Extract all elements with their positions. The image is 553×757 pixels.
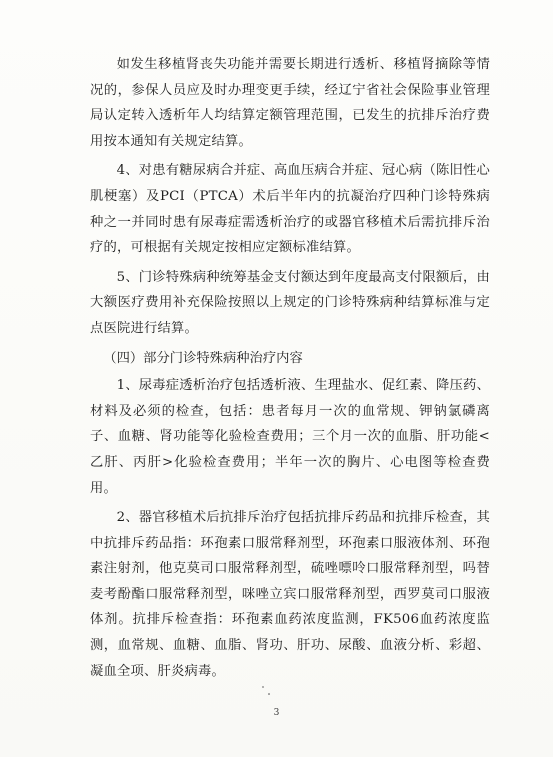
document-body <box>90 52 490 688</box>
section-heading: （四）部分门诊特殊病种治疗内容 <box>103 350 303 366</box>
scan-speck <box>262 686 264 688</box>
page-number: 3 <box>273 708 280 718</box>
paragraph-item-5: 5、门诊特殊病种统筹基金支付额达到年度最高支付限额后，由大额医疗费用补充保险按照以上规定的门诊特殊病种结算标准与定点医院进行结算。 <box>90 269 490 336</box>
treatment-item-1: 1、尿毒症透析治疗包括透析液、生理盐水、促红素、降压药、材料及必须的检查，包括：患者每月一次的血常规、钾钠氯磷离子、血糖、肾功能等化验检查费用；三个月一次的血脂、肝功能<乙肝、丙肝>化验检查费用；半年一次的胸片、心电图等检查费用。 <box>90 378 490 496</box>
treatment-item-2: 2、器官移植术后抗排斥治疗包括抗排斥药品和抗排斥检查，其中抗排斥药品指：环孢素口服常释剂型，环孢素口服液体剂、环孢素注射剂，他克莫司口服常释剂型，硫唑嘌呤口服常释剂型，吗替麦考酚酯口服常释剂型，咪唑立宾口服常释剂型，西罗莫司口服液体剂。抗排斥检查指：环孢素血药浓度监测，FK506血药浓度监测，血常规、血糖、血脂、肾功、肝功、尿酸、血液分析、彩超、凝血全项、肝炎病毒。 <box>90 510 490 679</box>
scan-speck <box>268 693 270 695</box>
paragraph-transplant-failure: 如发生移植肾丧失功能并需要长期进行透析、移植肾摘除等情况的，参保人员应及时办理变更手续，经辽宁省社会保险事业管理局认定转入透析年人均结算定额管理范围，已发生的抗排斥治疗费用按本通知有关规定结算。 <box>90 57 490 149</box>
paragraph-item-4: 4、对患有糖尿病合并症、高血压病合并症、冠心病（陈旧性心肌梗塞）及PCI（PTCA）术后半年内的抗凝治疗四种门诊特殊病种之一并同时患有尿毒症需透析治疗的或器官移植术后需抗排斥治疗的，可根据有关规定按相应定额标准结算。 <box>90 163 490 256</box>
